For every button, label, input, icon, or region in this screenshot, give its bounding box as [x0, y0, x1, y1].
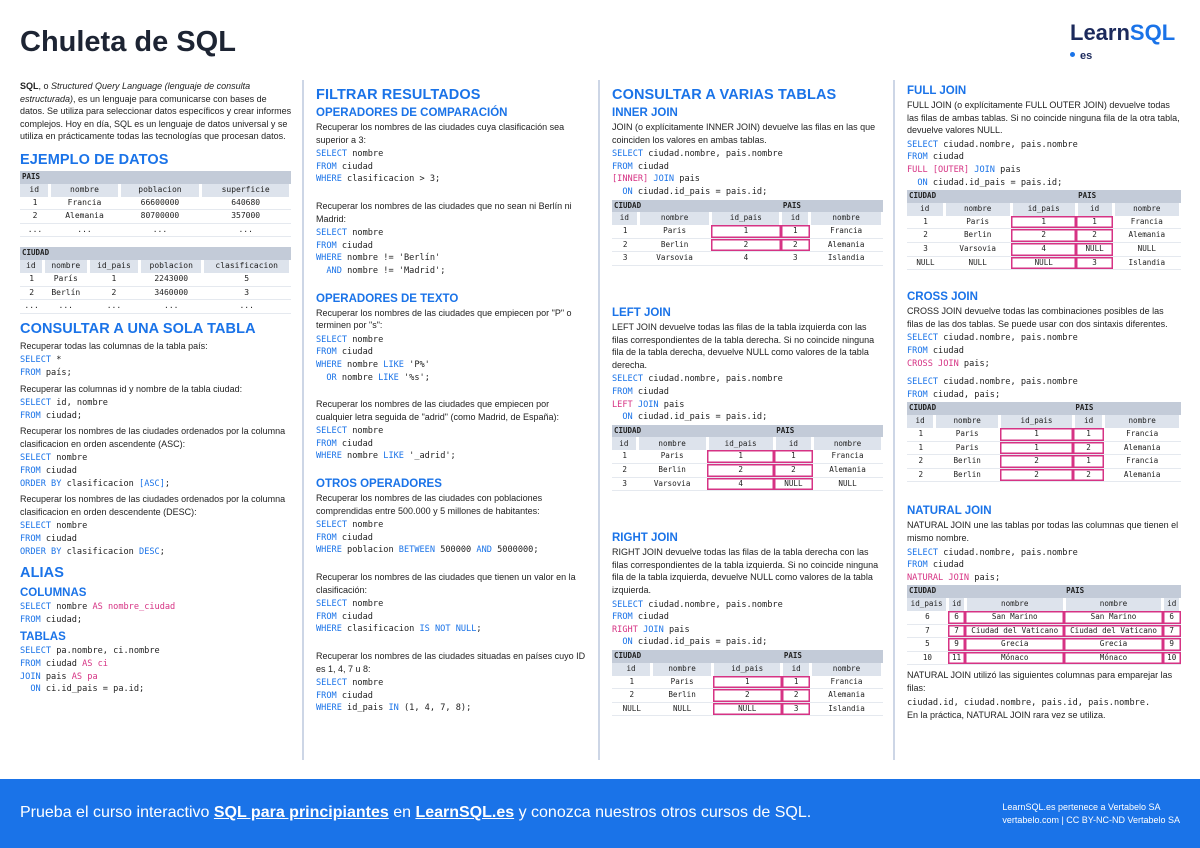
code-block: SELECT nombre FROM ciudad WHERE clasificacion IS NOT NULL;	[316, 599, 482, 635]
code-block: SELECT nombre FROM ciudad ORDER BY clasificacion DESC;	[20, 521, 165, 557]
join-description: RIGHT JOIN devuelve todas las filas de la tabla derecha con las filas correspondientes de la tabla izquierda. Si no coincide ninguna fila de la tabla izquierda, devuelve NULL como valores de la tabla izquierda.	[612, 547, 879, 596]
filter-heading: FILTRAR RESULTADOS	[316, 87, 481, 103]
code-block: SELECT nombre FROM ciudad WHERE clasificacion > 3;	[316, 149, 441, 185]
code-block: SELECT nombre FROM ciudad WHERE poblacion BETWEEN 500000 AND 5000000;	[316, 520, 539, 556]
table-row: ... ... ... ...	[20, 223, 291, 237]
code-block: SELECT ciudad.nombre, pais.nombre FROM ciudad NATURAL JOIN pais;	[907, 547, 1078, 583]
code-block: SELECT ciudad.nombre, pais.nombre FROM ciudad [INNER] JOIN pais ON ciudad.id_pais = pais.id;	[612, 149, 783, 197]
code-block: SELECT ciudad.nombre, pais.nombre FROM ciudad LEFT JOIN pais ON ciudad.id_pais = pais.id;	[612, 374, 783, 423]
table-row: 2 Berlin 2 2 Alemania	[612, 689, 883, 703]
left-join-heading: LEFT JOIN	[612, 307, 671, 320]
table-row: 1 Paris 1 1 Francia	[907, 216, 1181, 229]
query-description: Recuperar los nombres de las ciudades que tienen un valor en la clasificación:	[316, 572, 576, 595]
table-row: NULL NULL NULL 3 Islandia	[907, 256, 1181, 270]
code-block: SELECT * FROM país;	[20, 355, 72, 378]
text-operators-heading: OPERADORES DE TEXTO	[316, 292, 459, 305]
logo-es: es	[1080, 50, 1093, 62]
right-join-heading: RIGHT JOIN	[612, 532, 678, 545]
table-row: 1 Paris 1 1 Francia	[612, 225, 883, 238]
code-block: SELECT nombre AS nombre_ciudad FROM ciudad;	[20, 602, 176, 625]
code-block: SELECT nombre FROM ciudad WHERE nombre != 'Berlín' AND nombre != 'Madrid';	[316, 228, 446, 276]
join-description: LEFT JOIN devuelve todas las filas de la tabla izquierda con las filas correspondientes de la tabla derecha. Si no coincide ninguna fila de la tabla derecha, devuelve NULL como valores de la tabla derecha.	[612, 322, 875, 370]
tablas-heading: TABLAS	[20, 631, 66, 644]
natural-join-columns: ciudad.id, ciudad.nombre, pais.id, pais.nombre.	[907, 697, 1151, 708]
natural-join-heading: NATURAL JOIN	[907, 505, 992, 518]
intro-paragraph: SQL, o Structured Query Language (lenguaje de consulta estructurada), es un lenguaje para comunicarse con bases de datos. Se utiliza para seleccionar datos específicos y crear informes complejos. Hoy en día, SQL es un lenguaje de datos universal y se utiliza en prácticamente todas las tecnologías que procesan datos.	[20, 81, 292, 142]
column-divider	[893, 80, 895, 760]
learnsql-link[interactable]: LearnSQL.es	[415, 804, 515, 821]
query-description: Recuperar los nombres de las ciudades que empiecen por "P" o terminen por "s":	[316, 307, 572, 331]
table-row: 2 Alemania 80700000 357000	[20, 210, 291, 224]
query-description: Recuperar los nombres de las ciudades situadas en países cuyo ID es 1, 4, 7 u 8:	[316, 651, 586, 674]
footer-owner: LearnSQL.es pertenece a Vertabelo SA	[1002, 802, 1161, 812]
right-join-result-table: CIUDAD PAIS id nombre id_pais id nombre 1 Paris 1 1 Francia 2 Berlin 2 2 Alemania NULL NULL NULL 3 Islandia	[612, 650, 884, 716]
table-row: 1 Paris 1 2 Alemania	[907, 441, 1181, 455]
columnas-heading: COLUMNAS	[20, 587, 87, 600]
join-description: FULL JOIN (o explícitamente FULL OUTER JOIN) devuelve todas las filas de ambas tablas. Si no coincide ninguna fila de la otra tabla, devuelve valores NULL.	[907, 100, 1180, 136]
table-row: 7 7 Ciudad del Vaticano Ciudad del Vaticano 7	[907, 624, 1181, 638]
table-row: 2 Berlin 2 1 Francia	[907, 455, 1181, 469]
column-1	[20, 80, 292, 696]
code-block: SELECT ciudad.nombre, pais.nombre FROM ciudad CROSS JOIN pais;	[907, 333, 1078, 369]
other-operators-heading: OTROS OPERADORES	[316, 478, 442, 491]
natural-join-result-table: CIUDAD PAIS id_pais id nombre nombre id 6 6 San Marino San Marino 6 7 7 Ciudad del Vaticano Ciudad del Vaticano 7 5 9 Grecia Grecia 9 10 11 Mónaco Mónaco 10	[907, 585, 1182, 665]
single-table-heading: CONSULTAR A UNA SOLA TABLA	[20, 320, 256, 337]
ciudad-sample-table: CIUDAD id nombre id_pais poblacion clasificacion 1 París 1 2243000 5 2 Berlín 2 3460000 3 ... ... ... ... ...	[20, 247, 292, 313]
natural-join-note: NATURAL JOIN utilizó las siguientes columnas para emparejar las filas:	[907, 670, 1173, 694]
code-block: SELECT ciudad.nombre, pais.nombre FROM ciudad, pais;	[907, 377, 1078, 400]
cross-join-result-table: CIUDAD PAIS id nombre id_pais id nombre 1 Paris 1 1 Francia 1 Paris 1 2 Alemania 2 Berlin 2 1 Francia 2 Berlin 2 2 Alemania	[907, 402, 1182, 482]
code-block: SELECT pa.nombre, ci.nombre FROM ciudad AS ci JOIN pais AS pa ON ci.id_pais = pa.id;	[20, 646, 160, 695]
table-row: 3 Varsovia 4 3 Islandia	[612, 252, 883, 266]
table-row: 1 Paris 1 1 Francia	[612, 676, 883, 689]
multi-table-heading: CONSULTAR A VARIAS TABLAS	[612, 87, 837, 103]
table-row: 1 Paris 1 1 Francia	[907, 428, 1181, 441]
table-row: 2 Berlín 2 3460000 3	[20, 286, 291, 300]
query-description: Recuperar todas las columnas de la tabla país:	[20, 340, 208, 351]
full-join-result-table: CIUDAD PAIS id nombre id_pais id nombre 1 Paris 1 1 Francia 2 Berlin 2 2 Alemania 3 Varsovia 4 NULL NULL NULL NULL NULL 3 Islandia	[907, 190, 1182, 270]
table-row: 2 Berlin 2 2 Alemania	[612, 238, 883, 252]
footer-banner	[0, 779, 1200, 848]
footer-license[interactable]: vertabelo.com | CC BY-NC-ND Vertabelo SA	[1002, 815, 1180, 825]
table-row: 2 Berlin 2 2 Alemania	[612, 464, 883, 478]
table-row: 6 6 San Marino San Marino 6	[907, 611, 1181, 624]
column-divider	[302, 80, 304, 760]
code-block: SELECT nombre FROM ciudad WHERE nombre LIKE 'P%' OR nombre LIKE '%s';	[316, 334, 430, 383]
query-description: Recuperar los nombres de las ciudades que empiecen por cualquier letra seguida de "adrid" (como Madrid, de España):	[316, 399, 560, 422]
table-row: 1 París 1 2243000 5	[20, 273, 291, 286]
code-block: SELECT nombre FROM ciudad WHERE id_pais IN (1, 4, 7, 8);	[316, 678, 472, 714]
sample-data-heading: EJEMPLO DE DATOS	[20, 151, 169, 168]
cross-join-heading: CROSS JOIN	[907, 291, 978, 304]
dot-icon	[1070, 52, 1075, 57]
join-description: JOIN (o explícitamente INNER JOIN) devuelve las filas en las que coinciden los valores en ambas tablas.	[612, 122, 876, 145]
query-description: Recuperar los nombres de las ciudades ordenados por la columna clasificacion en orden descendente (DESC):	[20, 494, 286, 517]
logo-learn: Learn	[1070, 20, 1130, 45]
column-2	[316, 80, 586, 715]
table-row: 10 11 Mónaco Mónaco 10	[907, 651, 1181, 665]
code-block: SELECT ciudad.nombre, pais.nombre FROM ciudad RIGHT JOIN pais ON ciudad.id_pais = pais.id;	[612, 599, 783, 648]
learnsql-logo[interactable]	[1070, 20, 1182, 60]
query-description: Recuperar los nombres de las ciudades ordenados por la columna clasificacion en orden ascendente (ASC):	[20, 426, 286, 449]
inner-join-result-table: CIUDAD PAIS id nombre id_pais id nombre 1 Paris 1 1 Francia 2 Berlin 2 2 Alemania 3 Varsovia 4 3 Islandia	[612, 200, 884, 266]
footer-cta: Prueba el curso interactivo SQL para principiantes en LearnSQL.es y conozca nuestros otros cursos de SQL.	[20, 804, 812, 821]
join-description: CROSS JOIN devuelve todas las combinaciones posibles de las filas de las dos tablas. Se puede usar con dos sintaxis diferentes.	[907, 306, 1168, 329]
column-4	[907, 80, 1182, 724]
code-block: SELECT nombre FROM ciudad ORDER BY clasificacion [ASC];	[20, 453, 171, 489]
column-3	[612, 80, 884, 717]
column-divider	[598, 80, 600, 760]
footer-credits	[1002, 801, 1180, 827]
table-row: 3 Varsovia 4 NULL NULL	[612, 477, 883, 491]
code-block: SELECT ciudad.nombre, pais.nombre FROM ciudad FULL [OUTER] JOIN pais ON ciudad.id_pais = pais.id;	[907, 139, 1078, 188]
query-description: Recuperar los nombres de las ciudades con poblaciones comprendidas entre 500.000 y 5 millones de habitantes:	[316, 493, 543, 516]
table-row: 2 Berlin 2 2 Alemania	[907, 229, 1181, 243]
comparison-heading: OPERADORES DE COMPARACIÓN	[316, 107, 508, 119]
table-row: ... ... ... ... ...	[20, 300, 291, 314]
table-row: NULL NULL NULL 3 Islandia	[612, 702, 883, 716]
query-description: Recuperar los nombres de las ciudades que no sean ni Berlín ni Madrid:	[316, 200, 572, 224]
left-join-result-table: CIUDAD PAIS id nombre id_pais id nombre 1 Paris 1 1 Francia 2 Berlin 2 2 Alemania 3 Varsovia 4 NULL NULL	[612, 425, 884, 491]
query-description: Recuperar las columnas id y nombre de la tabla ciudad:	[20, 383, 243, 394]
table-row: 1 Paris 1 1 Francia	[612, 450, 883, 463]
alias-heading: ALIAS	[20, 565, 64, 582]
table-row: 1 Francia 66600000 640680	[20, 197, 291, 210]
course-link[interactable]: SQL para principiantes	[213, 804, 389, 821]
inner-join-heading: INNER JOIN	[612, 107, 678, 119]
full-join-heading: FULL JOIN	[907, 85, 967, 97]
logo-sql: SQL	[1129, 20, 1176, 45]
table-row: 3 Varsovia 4 NULL NULL	[907, 243, 1181, 257]
join-description: NATURAL JOIN une las tablas por todas las columnas que tienen el mismo nombre.	[907, 520, 1179, 544]
table-row: 2 Berlin 2 2 Alemania	[907, 468, 1181, 482]
pais-sample-table: PAIS id nombre poblacion superficie 1 Francia 66600000 640680 2 Alemania 80700000 357000 ... ... ... ...	[20, 171, 292, 237]
natural-join-note: En la práctica, NATURAL JOIN rara vez se utiliza.	[907, 710, 1106, 721]
page-title: Chuleta de SQL	[20, 26, 236, 58]
code-block: SELECT id, nombre FROM ciudad;	[20, 398, 108, 421]
query-description: Recuperar los nombres de las ciudades cuya clasificación sea superior a 3:	[316, 122, 565, 145]
table-row: 5 9 Grecia Grecia 9	[907, 638, 1181, 652]
code-block: SELECT nombre FROM ciudad WHERE nombre LIKE '_adrid';	[316, 426, 456, 462]
